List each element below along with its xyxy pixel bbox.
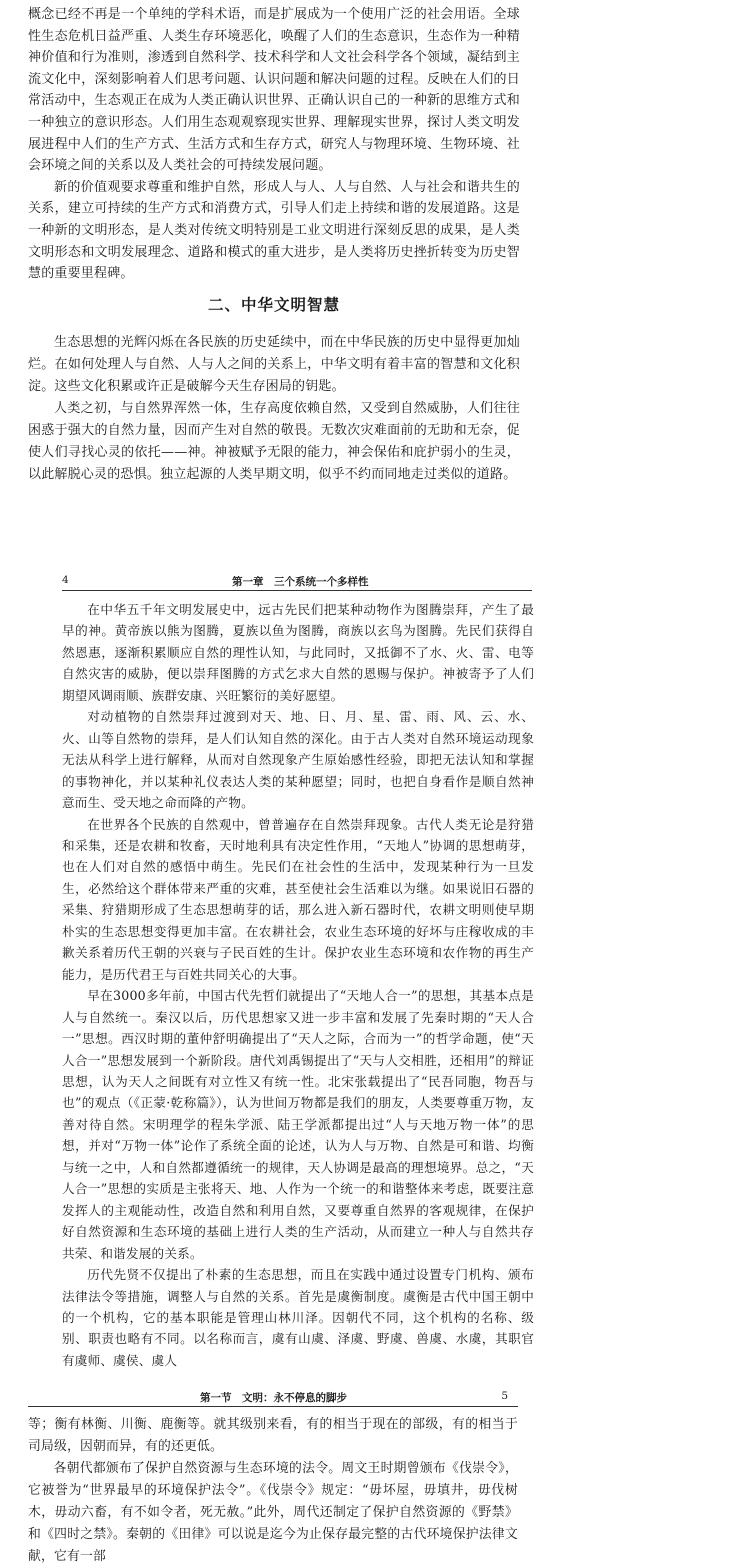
paragraph: 对动植物的自然崇拜过渡到对天、地、日、月、星、雷、雨、风、云、水、火、山等自然物的崇拜，是人们认知自然的深化。由于古人类对自然环境运动现象无法从科学上进行解释，从而对自然现象产生原始感性经验，即把无法认知和掌握的事物神化，并以某种礼仪表达人类的某种愿望；同时，也把自身看作是顺自然神意而生、受天地之命而降的产物。 bbox=[62, 709, 534, 811]
page-number: 5 bbox=[501, 1390, 508, 1402]
page4-body bbox=[62, 599, 534, 1371]
paragraph: 新的价值观要求尊重和维护自然，形成人与人、人与自然、人与社会和谐共生的关系，建立可持续的生产方式和消费方式，引导人们走上持续和谐的发展道路。这是一种新的文明形态，是人类对传统文明特别是工业文明进行深刻反思的成果，是人类文明形态和文明发展理念、道路和模式的重大进步，是人类将历史挫折转变为历史智慧的重要里程碑。 bbox=[28, 179, 520, 282]
page-number: 4 bbox=[62, 574, 69, 586]
page5-body bbox=[28, 1414, 518, 1568]
paragraph: 历代先贤不仅提出了朴素的生态思想，而且在实践中通过设置专门机构、颁布法律法令等措施，调整人与自然的关系。首先是虞衡制度。虞衡是古代中国王朝中的一个机构，它的基本职能是管理山林川泽。因朝代不同，这个机构的名称、级别、职责也略有不同。以名称而言，虞有山虞、泽虞、野虞、兽虞、水虞，其职官有虞师、虞侯、虞人 bbox=[62, 1267, 534, 1368]
page4-running-head bbox=[62, 574, 532, 591]
page1-body bbox=[28, 4, 520, 285]
paragraph: 各朝代都颁布了保护自然资源与生态环境的法令。周文王时期曾颁布《伐崇令》，它被誉为“世界最早的环境保护法令”。《伐崇令》规定：“毋坏屋，毋填井，毋伐树木，毋动六畜，有不如令者，死无赦。”此外，周代还制定了保护自然资源的《野禁》和《四时之禁》。秦朝的《田律》可以说是迄今为止保存最完整的古代环境保护法律文献，它有一部 bbox=[28, 1461, 518, 1564]
paragraph: 人类之初，与自然界浑然一体，生存高度依赖自然，又受到自然威胁，人们往往困惑于强大的自然力量，因而产生对自然的敬畏。无数次灾难面前的无助和无奈，促使人们寻找心灵的依托——神。神被赋予无限的能力，神会保佑和庇护弱小的生灵，以此解脱心灵的恐惧。独立起源的人类早期文明，似乎不约而同地走过类似的道路。 bbox=[28, 401, 520, 482]
paragraph: 早在3000多年前，中国古代先哲们就提出了“天地人合一”的思想，其基本点是人与自然统一。秦汉以后，历代思想家又进一步丰富和发展了先秦时期的“天人合一”思想。西汉时期的董仲舒明确提出了“天人之际，合而为一”的哲学命题，使“天人合一”思想发展到一个新阶段。唐代刘禹锡提出了“天与人交相胜，还相用”的辩证思想，认为天人之间既有对立性又有统一性。北宋张载提出了“民吾同胞，物吾与也”的观点（《正蒙·乾称篇》），认为世间万物都是我们的朋友，人类要尊重万物，友善对待自然。宋明理学的程朱学派、陆王学派都提出过“人与天地万物一体”的思想，并对“万物一体”论作了系统全面的论述，认为人与万物、自然是可和谐、均衡与统一之中，人和自然都遵循统一的规律，天人协调是最高的理想境界。总之，“天人合一”思想的实质是主张将天、地、人作为一个统一的和谐整体来考虑，既要注意发挥人的主观能动性，改造自然和利用自然，又要尊重自然界的客观规律，在保护好自然资源和生态环境的基础上进行人类的生产活动，从而建立一种人与自然共存共荣、和谐发展的关系。 bbox=[62, 988, 534, 1261]
section-body bbox=[28, 332, 520, 486]
paragraph: 在世界各个民族的自然观中，曾普遍存在自然崇拜现象。古代人类无论是狩猎和采集，还是农耕和牧畜，天时地利具有决定性作用，“天地人”协调的思想萌芽，也在人们对自然的感悟中萌生。先民们在社会性的生活中，发现某种行为一旦发生，必然给这个群体带来严重的灾难，甚至使社会生活难以为继。如果说旧石器的采集、狩猎期形成了生态思想萌芽的话，那么进入新石器时代，农耕文明则使早期朴实的生态思想变得更加丰富。在农耕社会，农业生态环境的好坏与庄稼收成的丰歉关系着历代王朝的兴衰与子民百姓的生计。保护农业生态环境和农作物的再生产能力，是历代君王与百姓共同关心的大事。 bbox=[62, 816, 534, 982]
page5-running-head bbox=[28, 1390, 518, 1407]
paragraph: 生态思想的光辉闪烁在各民族的历史延续中，而在中华民族的历史中显得更加灿烂。在如何处理人与自然、人与人之间的关系上，中华文明有着丰富的智慧和文化积淀。这些文化积累或许正是破解今天生存困局的钥匙。 bbox=[28, 335, 520, 394]
paragraph: 概念已经不再是一个单纯的学科术语，而是扩展成为一个使用广泛的社会用语。全球性生态危机日益严重、人类生存环境恶化，唤醒了人们的生态意识，生态作为一种精神价值和行为准则，渗透到自然科学、技术科学和人文社会科学各个领域，凝结到主流文化中，深刻影响着人们思考问题、认识问题和解决问题的过程。反映在人们的日常活动中，生态观正在成为人类正确认识世界、正确认识自己的一种新的思维方式和一种独立的意识形态。人们用生态观观察现实世界、理解现实世界，探讨人类文明发展进程中人们的生产方式、生活方式和生存方式，研究人与物理环境、生物环境、社会环境之间的关系以及人类社会的可持续发展问题。 bbox=[28, 7, 520, 174]
section-heading: 二、中华文明智慧 bbox=[207, 296, 340, 314]
running-title: 第一节 文明：永不停息的脚步 bbox=[200, 1392, 347, 1404]
paragraph: 在中华五千年文明发展史中，远古先民们把某种动物作为图腾崇拜，产生了最早的神。黄帝族以熊为图腾，夏族以鱼为图腾，商族以玄鸟为图腾。先民们获得自然恩惠，逐渐积累顺应自然的理性认知，与此同时，又抵御不了水、火、雷、电等自然灾害的威胁，便以崇拜图腾的方式乞求大自然的恩赐与保护。神被寄予了人们期望风调雨顺、族群安康、兴旺繁衍的美好愿望。 bbox=[62, 602, 534, 703]
running-title: 第一章 三个系统一个多样性 bbox=[232, 576, 369, 588]
paragraph: 等；衡有林衡、川衡、鹿衡等。就其级别来看，有的相当于现在的部级，有的相当于司局级，因朝而异，有的还更低。 bbox=[28, 1417, 518, 1454]
